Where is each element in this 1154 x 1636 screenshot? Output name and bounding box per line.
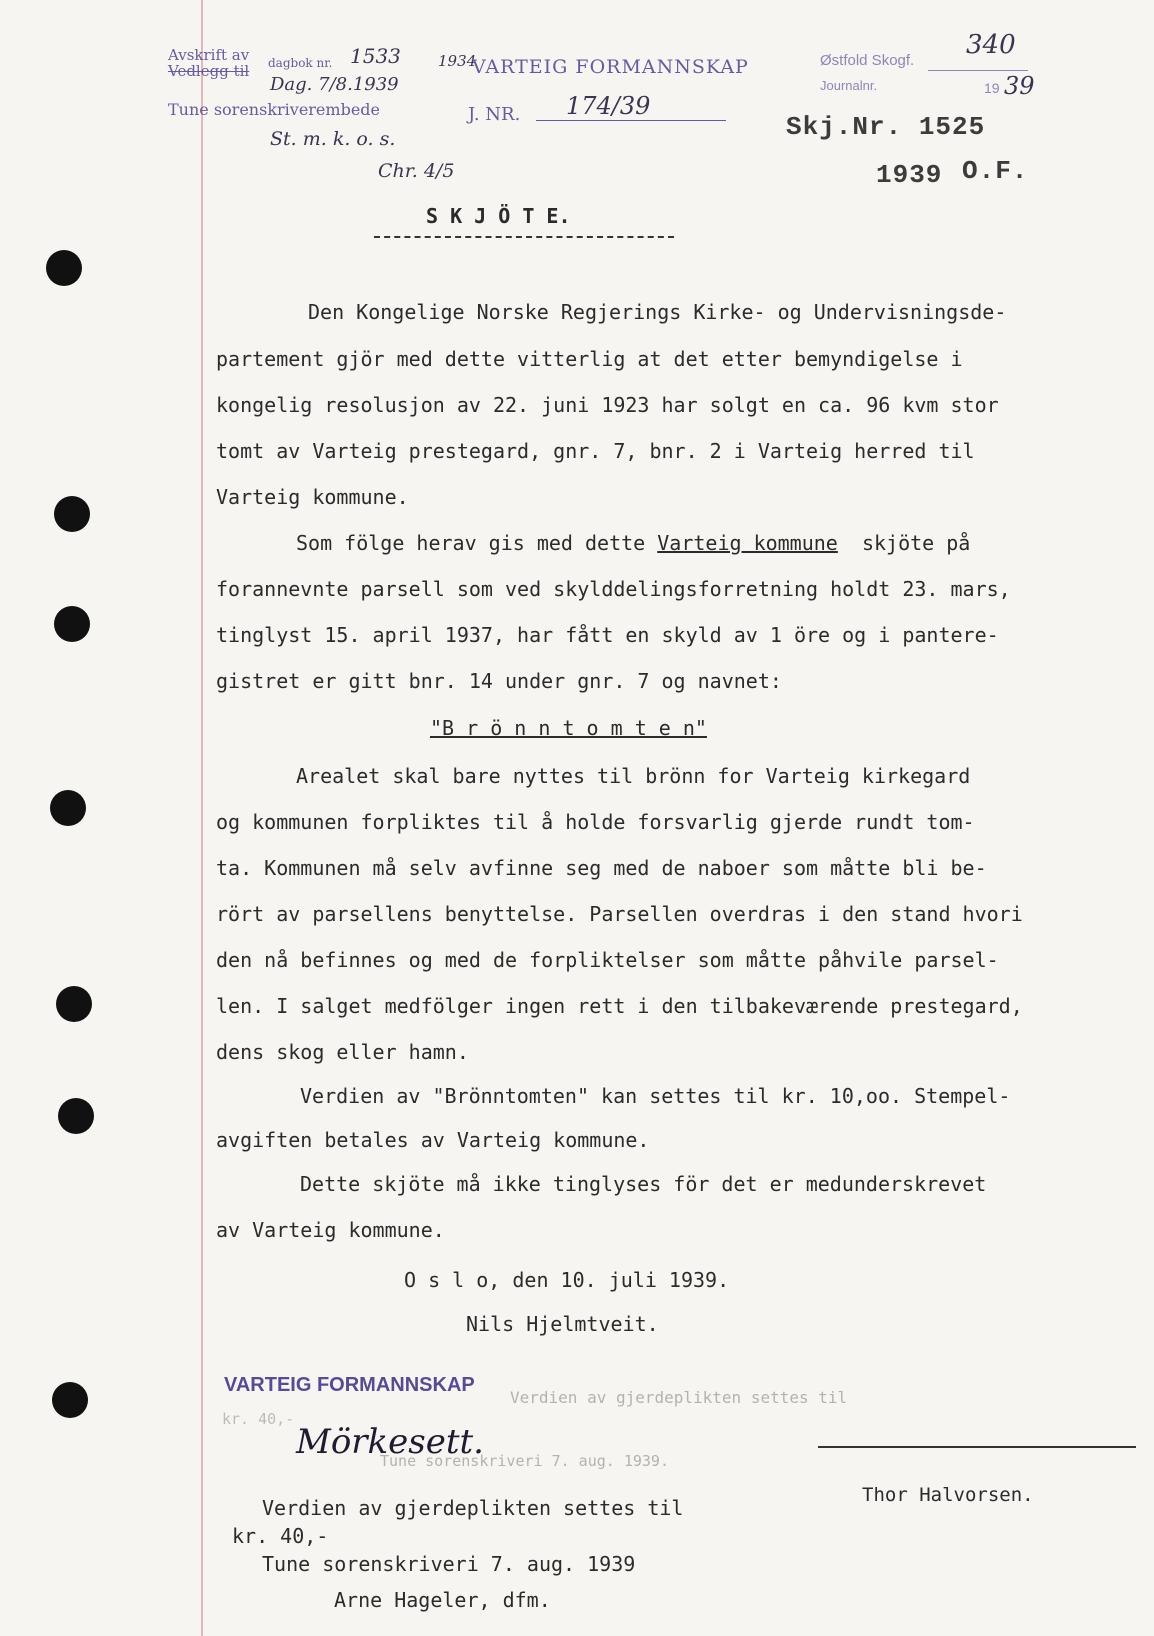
stamp-right-underline: [928, 70, 1028, 71]
signature-line: [818, 1446, 1136, 1448]
jnr-underline: [536, 120, 726, 121]
punch-hole: [56, 986, 92, 1022]
paragraph-line: partement gjör med dette vitterlig at det etter bemyndigelse i: [216, 347, 963, 371]
right-signer: Thor Halvorsen.: [862, 1484, 1034, 1506]
skj-stamp-number: Skj.Nr. 1525: [786, 112, 986, 142]
property-name: "B r ö n n t o m t e n": [430, 716, 707, 740]
para2-buyer: Varteig kommune: [657, 531, 838, 555]
handwritten-date-note: Dag. 7/8.1939: [270, 74, 399, 95]
paragraph-line: tinglyst 15. april 1937, har fått en skyld av 1 öre og i pantere-: [216, 623, 999, 647]
faint-overprint-2: kr. 40,-: [222, 1410, 295, 1428]
paragraph-line: Varteig kommune.: [216, 485, 409, 509]
paragraph-line: ta. Kommunen må selv avfinne seg med de naboer som måtte bli be-: [216, 856, 987, 880]
stamp-ostfold-skogf: Østfold Skogf.: [820, 52, 915, 69]
stamp-tune-sorenskriver: Tune sorenskriverembede: [168, 100, 380, 119]
paragraph-line: tomt av Varteig prestegard, gnr. 7, bnr. 2 i Varteig herred til: [216, 439, 975, 463]
paragraph-line: Arealet skal bare nyttes til brönn for Varteig kirkegard: [296, 764, 971, 788]
signer-name: Nils Hjelmtveit.: [466, 1312, 659, 1336]
title-dashes: [374, 236, 674, 238]
punch-hole: [50, 790, 86, 826]
handwritten-note-3: Chr. 4/5: [378, 160, 455, 182]
fence-note-line: Verdien av gjerdeplikten settes til: [262, 1496, 684, 1520]
para2-suffix: skjöte på: [837, 531, 971, 555]
handwritten-note-2: St. m. k. o. s.: [270, 128, 396, 150]
paragraph-line: dens skog eller hamn.: [216, 1040, 469, 1064]
formannskap-header-title: VARTEIG FORMANNSKAP: [472, 56, 749, 78]
stamp-vedlegg: Vedlegg til: [168, 62, 250, 80]
para2-prefix: Som fölge herav gis med dette: [296, 531, 658, 555]
paragraph-line: gistret er gitt bnr. 14 under gnr. 7 og navnet:: [216, 669, 782, 693]
punch-hole: [52, 1382, 88, 1418]
paragraph-line: Dette skjöte må ikke tinglyses för det er medunderskrevet: [300, 1172, 987, 1196]
jnr-value: 174/39: [566, 92, 651, 120]
paragraph-line: av Varteig kommune.: [216, 1218, 445, 1242]
paragraph-line: den nå befinnes og med de forpliktelser som måtte påhvile parsel-: [216, 948, 999, 972]
handwritten-dagbok-nr: 1533: [350, 44, 401, 68]
paragraph-line: forannevnte parsell som ved skylddelingsforretning holdt 23. mars,: [216, 577, 1011, 601]
place-date: O s l o, den 10. juli 1939.: [404, 1268, 730, 1292]
paragraph-line: kongelig resolusjon av 22. juni 1923 har solgt en ca. 96 kvm stor: [216, 393, 999, 417]
stamp-year-suffix: 39: [1004, 72, 1035, 100]
paragraph-line: Den Kongelige Norske Regjerings Kirke- og Undervisningsde-: [308, 300, 1007, 324]
jnr-label: J. NR.: [468, 104, 521, 125]
document-title: S K J Ö T E.: [426, 204, 571, 228]
punch-hole: [54, 606, 90, 642]
handwritten-signature: Mörkesett.: [296, 1422, 484, 1462]
skj-stamp-year: 1939: [876, 160, 943, 190]
paragraph-line: avgiften betales av Varteig kommune.: [216, 1128, 650, 1152]
paragraph-line: len. I salget medfölger ingen rett i den tilbakeværende prestegard,: [216, 994, 1023, 1018]
skj-stamp-suffix: O.F.: [962, 156, 1029, 186]
handwritten-year-note: 1934: [438, 52, 477, 70]
stamp-year-prefix: 19: [984, 80, 1000, 96]
page-number: 340: [966, 30, 1016, 60]
stamp-journalnr: Journalnr.: [820, 78, 878, 93]
faint-overprint-1: Verdien av gjerdeplikten settes til: [510, 1388, 848, 1407]
faint-overprint-3: Tune sorenskriveri 7. aug. 1939.: [380, 1452, 669, 1470]
fence-note-line: Arne Hageler, dfm.: [334, 1588, 551, 1612]
paragraph-line: Verdien av "Brönntomten" kan settes til kr. 10,oo. Stempel-: [300, 1084, 1011, 1108]
margin-line: [201, 0, 203, 1636]
paragraph-line: [296, 531, 970, 555]
punch-hole: [58, 1098, 94, 1134]
stamp-dagbok-label: dagbok nr.: [268, 56, 333, 70]
fence-note-line: kr. 40,-: [232, 1524, 329, 1548]
paragraph-line: rört av parsellens benyttelse. Parsellen overdras i den stand hvori: [216, 902, 1023, 926]
formannskap-stamp: VARTEIG FORMANNSKAP: [224, 1374, 475, 1396]
punch-hole: [54, 496, 90, 532]
stamp-avskrift: Avskrift av: [168, 46, 250, 64]
punch-hole: [46, 250, 82, 286]
fence-note-line: Tune sorenskriveri 7. aug. 1939: [262, 1552, 636, 1576]
paragraph-line: og kommunen forpliktes til å holde forsvarlig gjerde rundt tom-: [216, 810, 975, 834]
